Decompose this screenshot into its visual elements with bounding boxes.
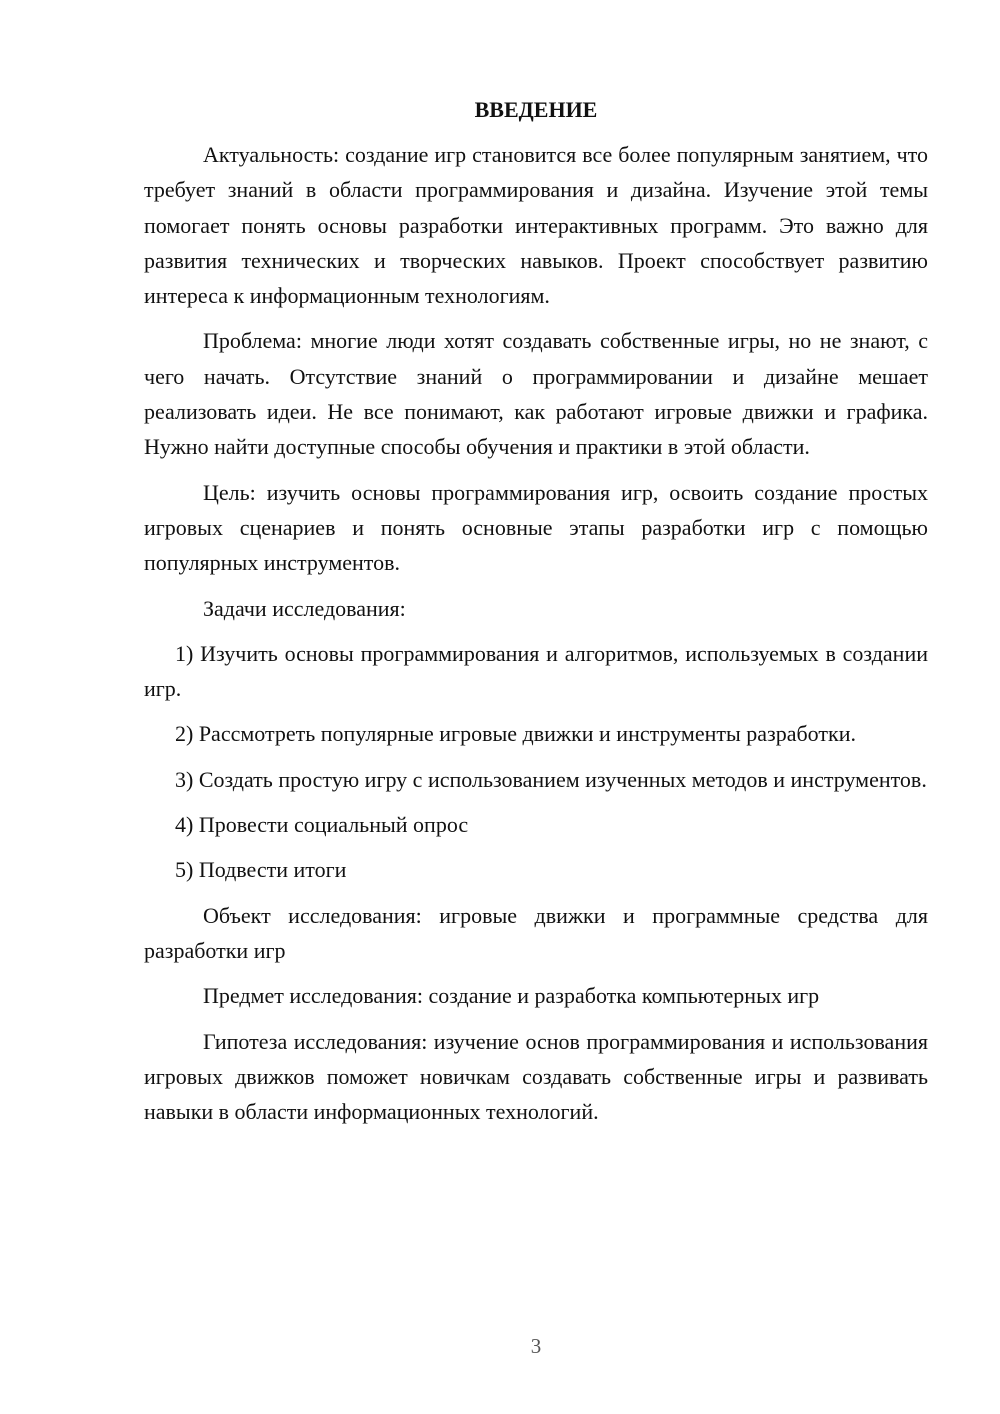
paragraph-goal: Цель: изучить основы программирования игр, освоить создание простых игровых сценариев и понять основные этапы разработки игр с помощью популярных инструментов. <box>144 479 928 576</box>
paragraph-relevance: Актуальность: создание игр становится все более популярным занятием, что требует знаний в области программирования и дизайна. Изучение этой темы помогает понять основы разработки интерактивных программ. Это важно для развития технических и творческих навыков. Проект способствует развитию интереса к информационным технологиям. <box>144 142 928 309</box>
document-title: ВВЕДЕНИЕ <box>474 97 598 122</box>
paragraph-hypothesis: Гипотеза исследования: изучение основ программирования и использования игровых движков поможет новичкам создавать собственные игры и развивать навыки в области информационных технологий. <box>144 1028 928 1125</box>
task-item: 4) Провести социальный опрос <box>175 812 469 838</box>
task-item: 1) Изучить основы программирования и алгоритмов, используемых в создании игр. <box>144 640 928 702</box>
paragraph-tasks-heading: Задачи исследования: <box>203 595 406 621</box>
paragraph-object: Объект исследования: игровые движки и программные средства для разработки игр <box>144 902 928 963</box>
document-page <box>144 92 928 1129</box>
task-item: 3) Создать простую игру с использованием изученных методов и инструментов. <box>175 766 927 792</box>
task-item: 5) Подвести итоги <box>175 857 347 883</box>
paragraph-problem: Проблема: многие люди хотят создавать собственные игры, но не знают, с чего начать. Отсутствие знаний о программировании и дизайне мешает реализовать идеи. Не все понимают, как работают игровые движки и графика. Нужно найти доступные способы обучения и практики в этой области. <box>144 328 928 460</box>
task-item: 2) Рассмотреть популярные игровые движки и инструменты разработки. <box>175 721 856 747</box>
paragraph-subject: Предмет исследования: создание и разработка компьютерных игр <box>203 983 820 1009</box>
page-number: 3 <box>530 1334 542 1358</box>
